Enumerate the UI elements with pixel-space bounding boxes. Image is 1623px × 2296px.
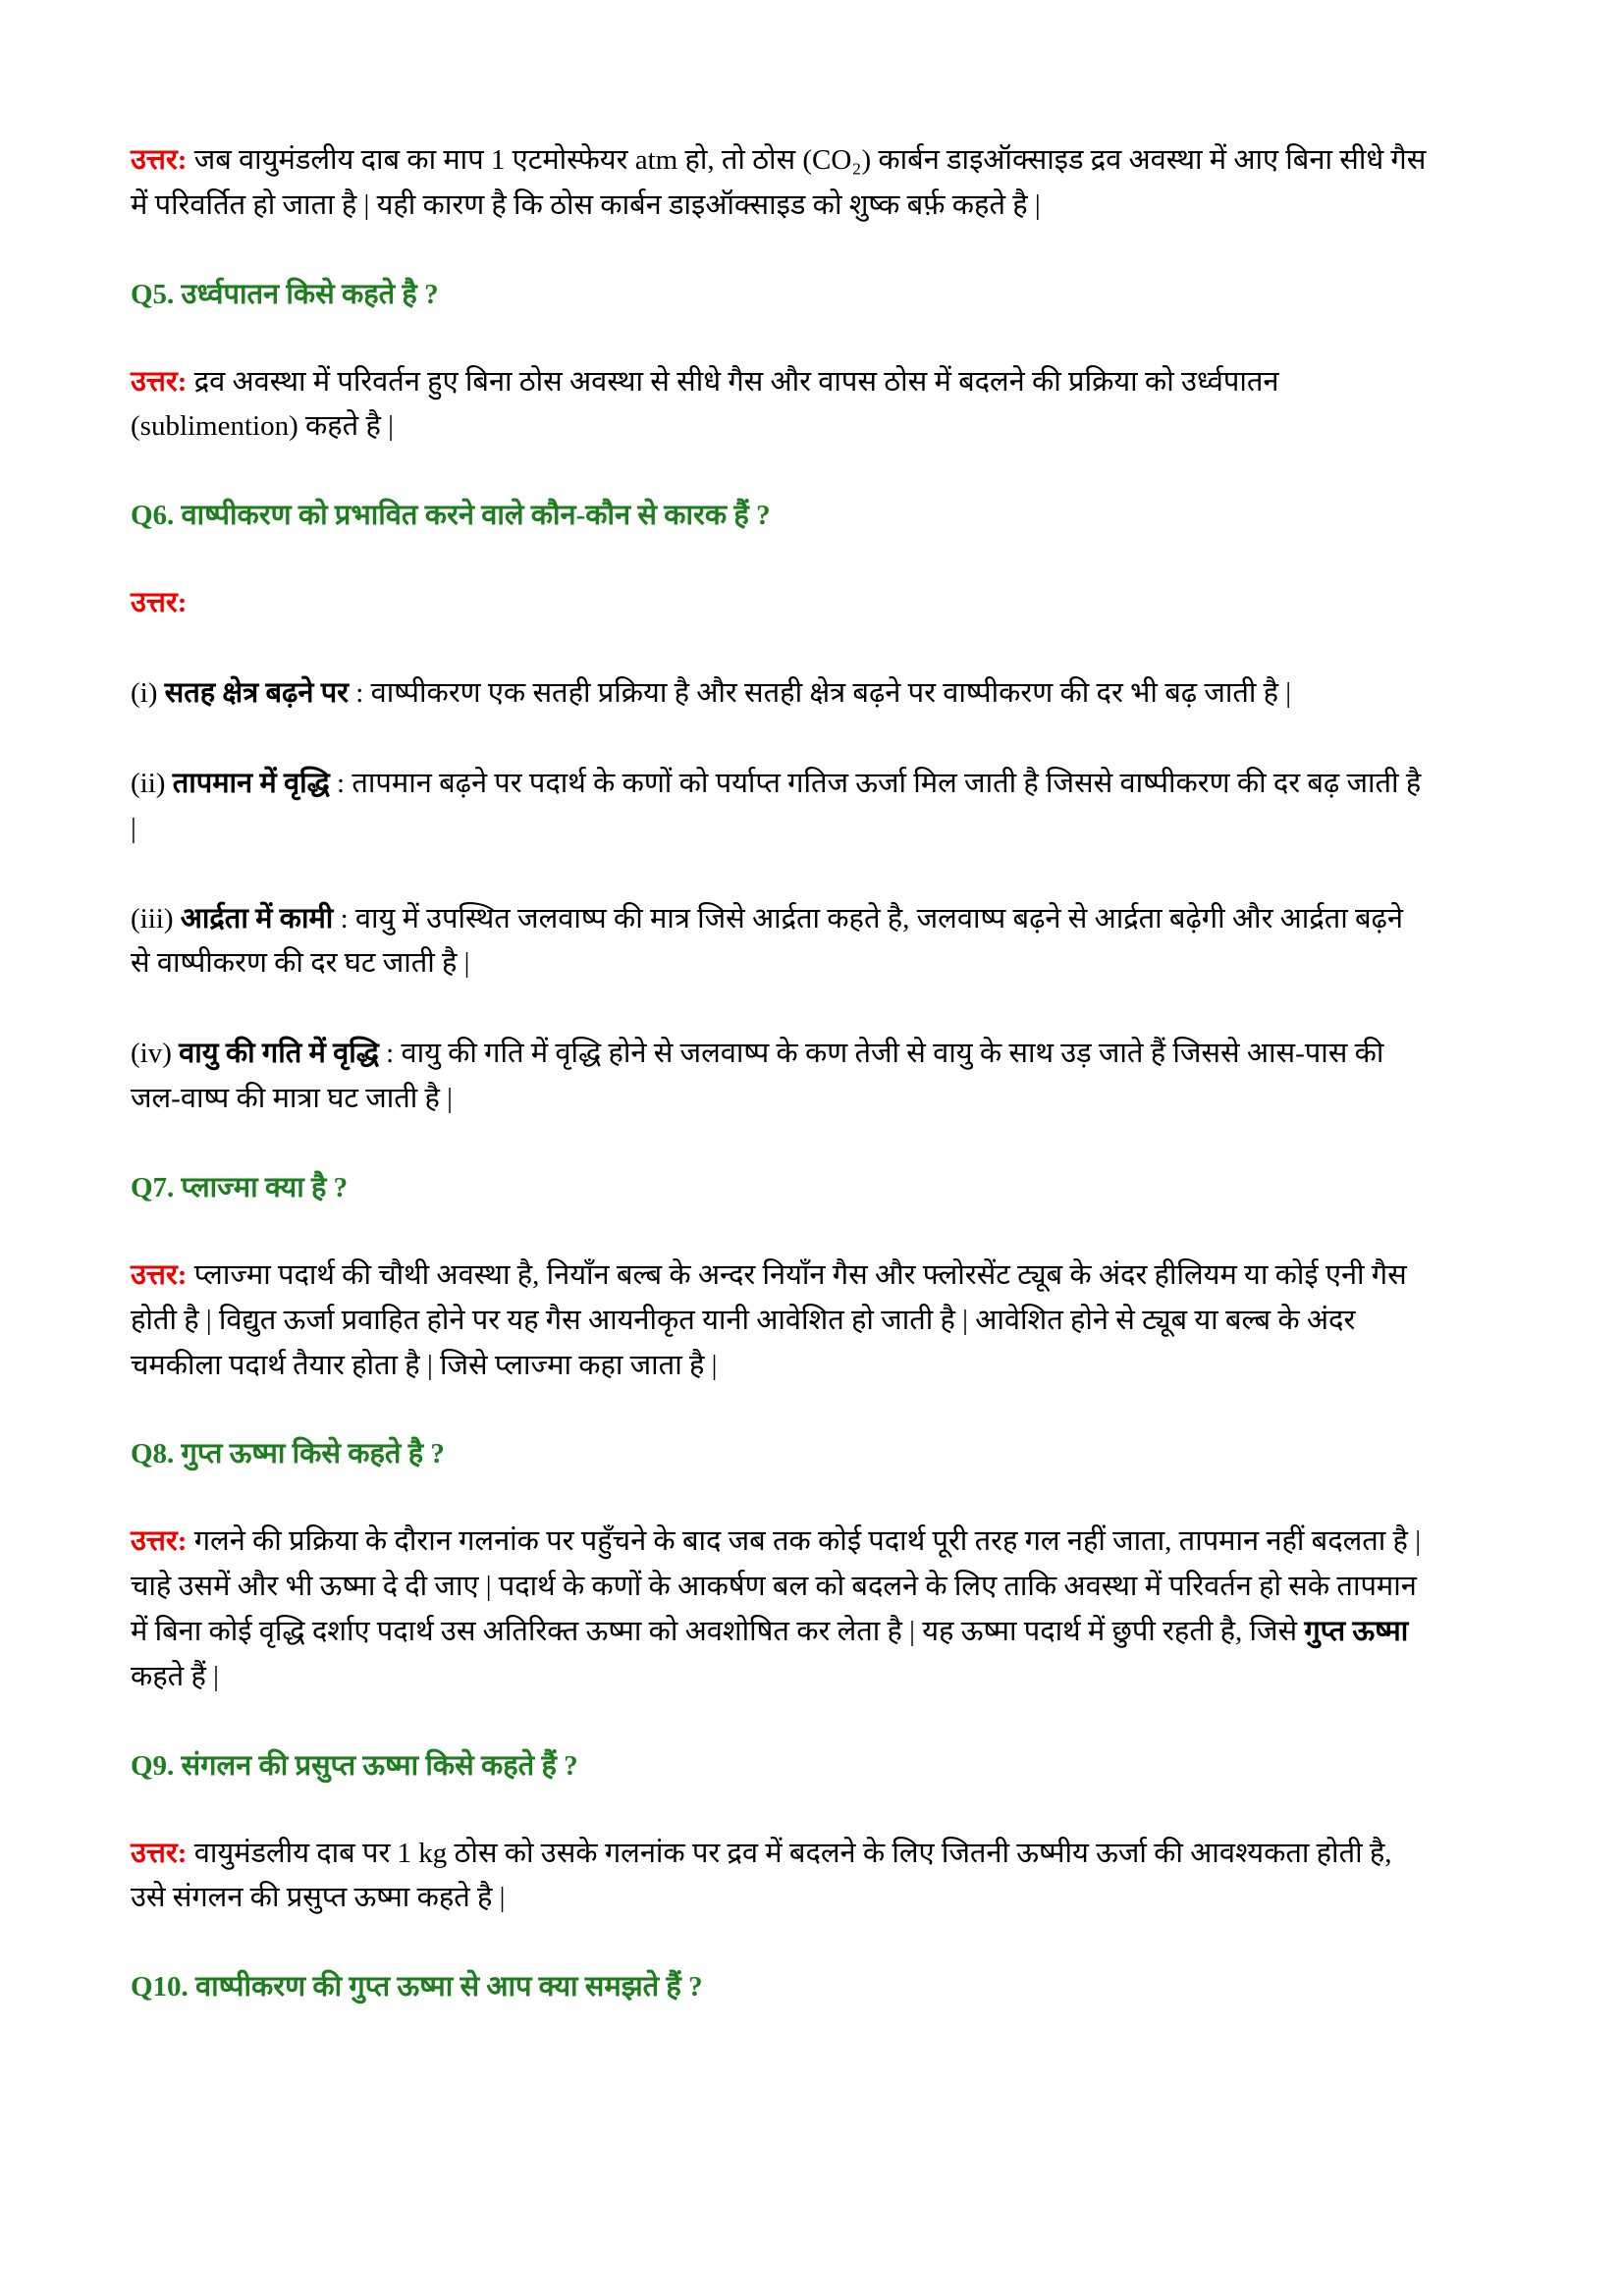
- factor-item-iv: [131, 1032, 1429, 1122]
- answer-label-paragraph-q6: [131, 581, 1429, 626]
- factor-title: तापमान में वृद्धि: [172, 767, 330, 799]
- answer-text: वायुमंडलीय दाब पर 1 kg ठोस को उसके गलनांक पर द्रव में बदलने के लिए जितनी ऊष्मीय ऊर्जा की आवश्यकता होती है, उसे संगलन की प्रसुप्त ऊष्मा कहते है |: [131, 1837, 1392, 1914]
- factor-item-ii: [131, 762, 1429, 852]
- factor-text: : तापमान बढ़ने पर पदार्थ के कणों को पर्याप्त गतिज ऊर्जा मिल जाती है जिससे वाष्पीकरण की दर बढ़ जाती है |: [131, 767, 1422, 844]
- answer-label: उत्तर:: [131, 1258, 188, 1291]
- answer-label: उत्तर:: [131, 144, 188, 176]
- factor-item-i: [131, 671, 1429, 717]
- answer-paragraph-q7: [131, 1254, 1429, 1388]
- answer-paragraph-dry-ice: [131, 138, 1429, 229]
- answer-text: गलने की प्रक्रिया के दौरान गलनांक पर पहुँचने के बाद जब तक कोई पदार्थ पूरी तरह गल नहीं जाता, तापमान नहीं बदलता है | चाहे उसमें और भी ऊष्मा दे दी जाए | पदार्थ के कणों के आकर्षण बल को बदलने के लिए ताकि अवस्था में परिवर्तन हो सके तापमान में बिना कोई वृद्धि दर्शाए पदार्थ उस अतिरिक्त ऊष्मा को अवशोषित कर लेता है | यह ऊष्मा पदार्थ में छुपी रहती है, जिसे: [131, 1525, 1422, 1647]
- question-heading-q9: Q9. संगलन की प्रसुप्त ऊष्मा किसे कहते हैं ?: [131, 1749, 578, 1782]
- answer-label: उत्तर:: [131, 587, 188, 619]
- factor-title: वायु की गति में वृद्धि: [179, 1038, 379, 1070]
- factor-text: : वायु की गति में वृद्धि होने से जलवाष्प के कण तेजी से वायु के साथ उड़ जाते हैं जिससे आस-पास की जल-वाष्प की मात्रा घट जाती है |: [131, 1038, 1384, 1115]
- factor-number: (iii): [131, 902, 181, 934]
- answer-paragraph-q9: [131, 1832, 1429, 1922]
- question-heading-q6: Q6. वाष्पीकरण को प्रभावित करने वाले कौन-कौन से कारक हैं ?: [131, 500, 771, 532]
- answer-label: उत्तर:: [131, 365, 188, 398]
- factor-text: : वाष्पीकरण एक सतही प्रक्रिया है और सतही क्षेत्र बढ़ने पर वाष्पीकरण की दर भी बढ़ जाती है |: [349, 677, 1292, 710]
- factor-number: (i): [131, 677, 165, 710]
- answer-text: जब वायुमंडलीय दाब का माप 1 एटमोस्फेयर atm हो, तो ठोस (CO₂) कार्बन डाइऑक्साइड द्रव अवस्था में आए बिना सीधे गैस में परिवर्तित हो जाता है | यही कारण है कि ठोस कार्बन डाइऑक्साइड को शुष्क बर्फ़ कहते है |: [131, 144, 1427, 221]
- answer-paragraph-q5: [131, 360, 1429, 451]
- question-heading-q8: Q8. गुप्त ऊष्मा किसे कहते है ?: [131, 1438, 445, 1470]
- answer-text: कहते हैं |: [131, 1660, 219, 1692]
- answer-text: द्रव अवस्था में परिवर्तन हुए बिना ठोस अवस्था से सीधे गैस और वापस ठोस में बदलने की प्रक्रिया को उर्ध्वपातन (sublimention) कहते है |: [131, 365, 1279, 443]
- factor-text: : वायु में उपस्थित जलवाष्प की मात्र जिसे आर्द्रता कहते है, जलवाष्प बढ़ने से आर्द्रता बढ़ेगी और आर्द्रता बढ़ने से वाष्पीकरण की दर घट जाती है |: [131, 902, 1403, 980]
- factor-title: सतह क्षेत्र बढ़ने पर: [164, 677, 350, 710]
- answer-paragraph-q8: [131, 1520, 1429, 1699]
- answer-bold-term: गुप्त ऊष्मा: [1304, 1616, 1409, 1647]
- question-heading-q5: Q5. उर्ध्वपातन किसे कहते है ?: [131, 278, 439, 310]
- answer-text: प्लाज्मा पदार्थ की चौथी अवस्था है, नियाँन बल्ब के अन्दर नियाँन गैस और फ्लोरसेंट ट्यूब के अंदर हीलियम या कोई एनी गैस होती है | विद्युत ऊर्जा प्रवाहित होने पर यह गैस आयनीकृत यानी आवेशित हो जाती है | आवेशित होने से ट्यूब या बल्ब के अंदर चमकीला पदार्थ तैयार होता है | जिसे प्लाज्मा कहा जाता है |: [131, 1258, 1407, 1381]
- factor-number: (ii): [131, 767, 173, 799]
- question-heading-q7: Q7. प्लाज्मा क्या है ?: [131, 1171, 349, 1203]
- answer-label: उत्तर:: [131, 1837, 188, 1869]
- question-heading-q10: Q10. वाष्पीकरण की गुप्त ऊष्मा से आप क्या समझते हैं ?: [131, 1971, 703, 2003]
- answer-label: उत्तर:: [131, 1525, 188, 1558]
- factor-number: (iv): [131, 1038, 180, 1070]
- factor-title: आर्द्रता में कामी: [180, 902, 334, 934]
- factor-item-iii: [131, 897, 1429, 988]
